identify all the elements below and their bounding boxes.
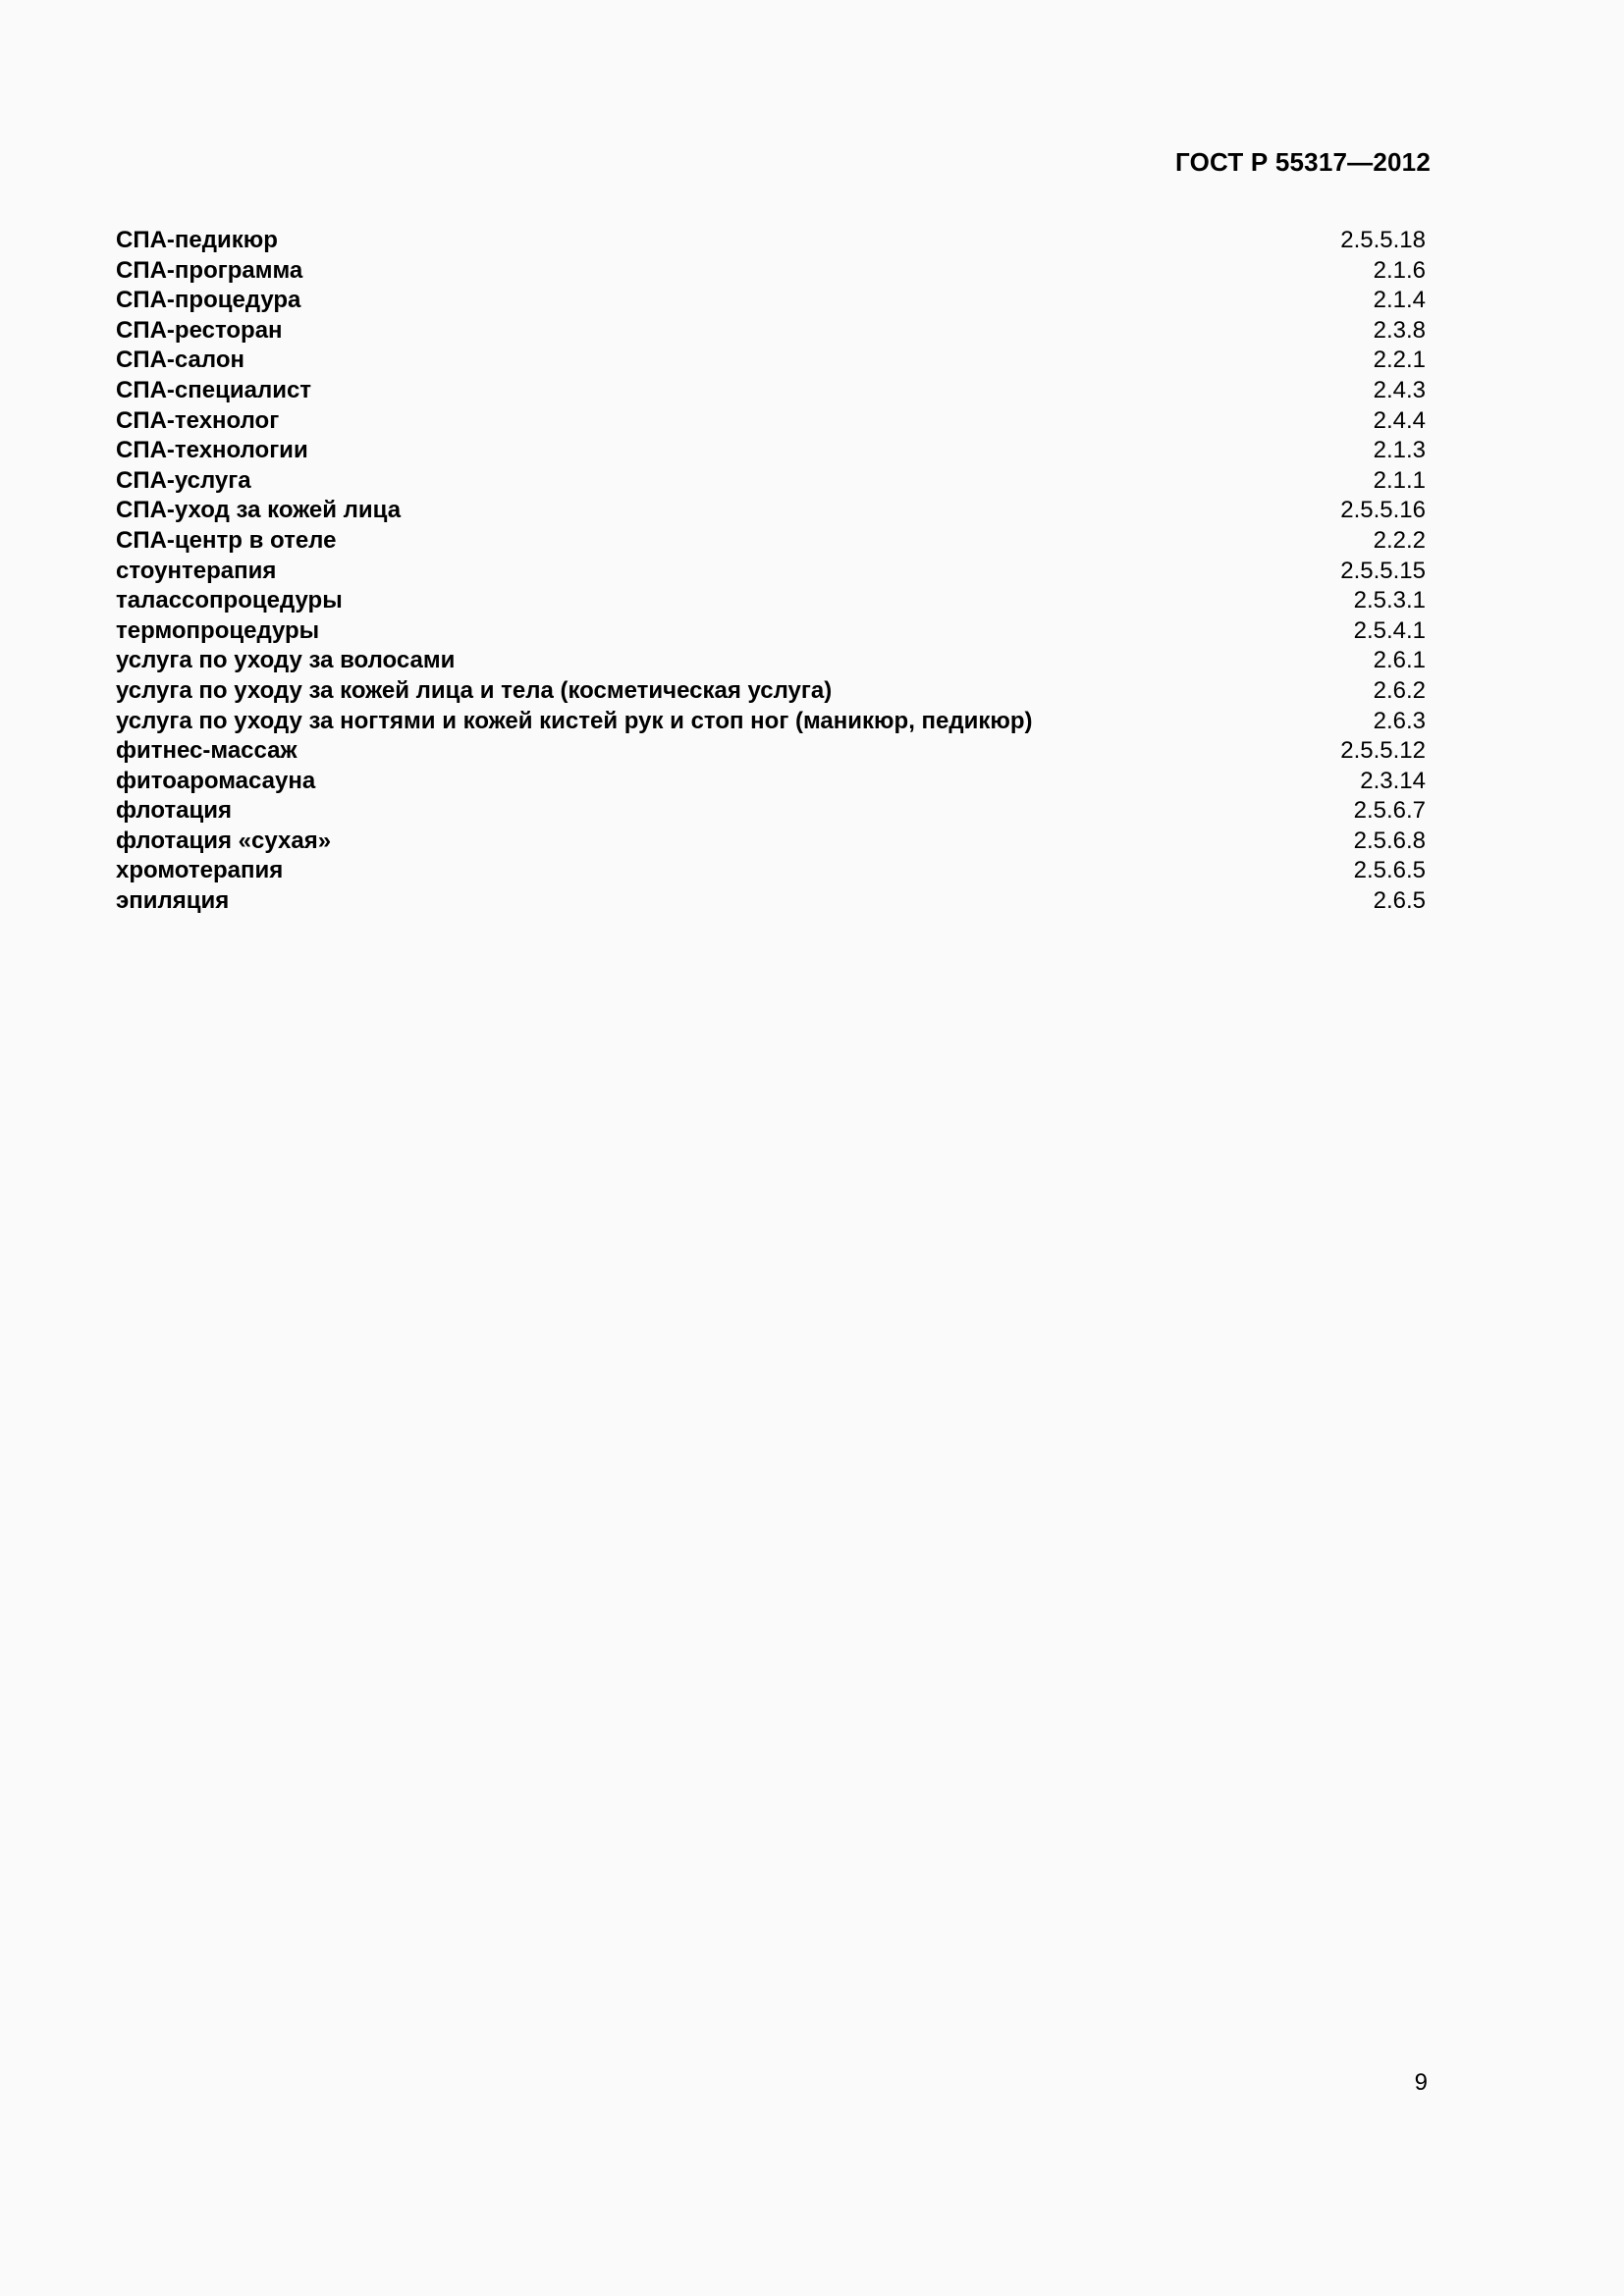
index-term: СПА-педикюр: [116, 227, 278, 253]
index-ref: 2.6.5: [1373, 887, 1426, 915]
index-ref: 2.5.6.5: [1353, 857, 1426, 884]
index-ref: 2.5.6.7: [1353, 797, 1426, 825]
index-term: термопроцедуры: [116, 616, 320, 644]
index-ref: 2.5.5.18: [1340, 227, 1426, 253]
index-row: [116, 346, 1426, 376]
index-row: [116, 616, 1426, 647]
index-term: услуга по уходу за кожей лица и тела (косметическая услуга): [116, 676, 833, 704]
index-ref: 2.4.3: [1373, 376, 1426, 403]
index-row: [116, 856, 1426, 886]
index-term: СПА-специалист: [116, 376, 312, 403]
index-term: флотация: [116, 797, 233, 825]
page-number: 9: [1414, 2069, 1428, 2096]
index-row: [116, 226, 1426, 256]
index-term: талассопроцедуры: [116, 587, 343, 614]
index-row: [116, 466, 1426, 497]
index-row: [116, 436, 1426, 466]
index-ref: 2.5.6.8: [1353, 827, 1426, 854]
index-term: СПА-технологии: [116, 437, 308, 464]
index-term: СПА-салон: [116, 347, 244, 374]
index-term: СПА-технолог: [116, 406, 280, 434]
index-ref: 2.3.14: [1360, 767, 1426, 794]
index-ref: 2.6.3: [1373, 707, 1426, 734]
index-term: стоунтерапия: [116, 557, 277, 584]
index-term: флотация «сухая»: [116, 827, 332, 854]
index-ref: 2.5.5.12: [1340, 737, 1426, 765]
term-index: [116, 226, 1426, 917]
index-term: СПА-процедура: [116, 287, 301, 314]
index-ref: 2.1.4: [1373, 287, 1426, 314]
index-term: СПА-программа: [116, 256, 303, 284]
index-ref: 2.1.6: [1373, 256, 1426, 284]
index-row: [116, 496, 1426, 526]
index-ref: 2.5.5.15: [1340, 557, 1426, 584]
index-row: [116, 286, 1426, 316]
index-term: фитнес-массаж: [116, 737, 298, 765]
index-row: [116, 406, 1426, 437]
index-row: [116, 767, 1426, 797]
standard-designation: ГОСТ Р 55317—2012: [1175, 147, 1431, 177]
index-ref: 2.3.8: [1373, 316, 1426, 344]
index-ref: 2.2.1: [1373, 347, 1426, 374]
index-term: услуга по уходу за волосами: [116, 647, 456, 674]
index-term: эпиляция: [116, 887, 230, 915]
index-term: СПА-центр в отеле: [116, 526, 337, 554]
index-row: [116, 676, 1426, 707]
index-term: хромотерапия: [116, 857, 284, 884]
index-row: [116, 646, 1426, 676]
index-row: [116, 256, 1426, 287]
index-term: СПА-услуга: [116, 466, 251, 494]
index-row: [116, 736, 1426, 767]
index-ref: 2.1.3: [1373, 437, 1426, 464]
index-ref: 2.5.4.1: [1353, 616, 1426, 644]
index-row: [116, 376, 1426, 406]
index-ref: 2.2.2: [1373, 526, 1426, 554]
index-row: [116, 316, 1426, 347]
index-ref: 2.4.4: [1373, 406, 1426, 434]
index-ref: 2.6.1: [1373, 647, 1426, 674]
index-row: [116, 827, 1426, 857]
index-term: СПА-ресторан: [116, 316, 283, 344]
index-row: [116, 557, 1426, 587]
index-ref: 2.5.3.1: [1353, 587, 1426, 614]
index-term: услуга по уходу за ногтями и кожей кистей рук и стоп ног (маникюр, педикюр): [116, 707, 1033, 734]
index-row: [116, 796, 1426, 827]
index-term: фитоаромасауна: [116, 767, 316, 794]
index-row: [116, 707, 1426, 737]
index-row: [116, 886, 1426, 917]
index-ref: 2.1.1: [1373, 466, 1426, 494]
index-term: СПА-уход за кожей лица: [116, 497, 402, 524]
index-row: [116, 526, 1426, 557]
index-ref: 2.5.5.16: [1340, 497, 1426, 524]
index-ref: 2.6.2: [1373, 676, 1426, 704]
index-row: [116, 586, 1426, 616]
